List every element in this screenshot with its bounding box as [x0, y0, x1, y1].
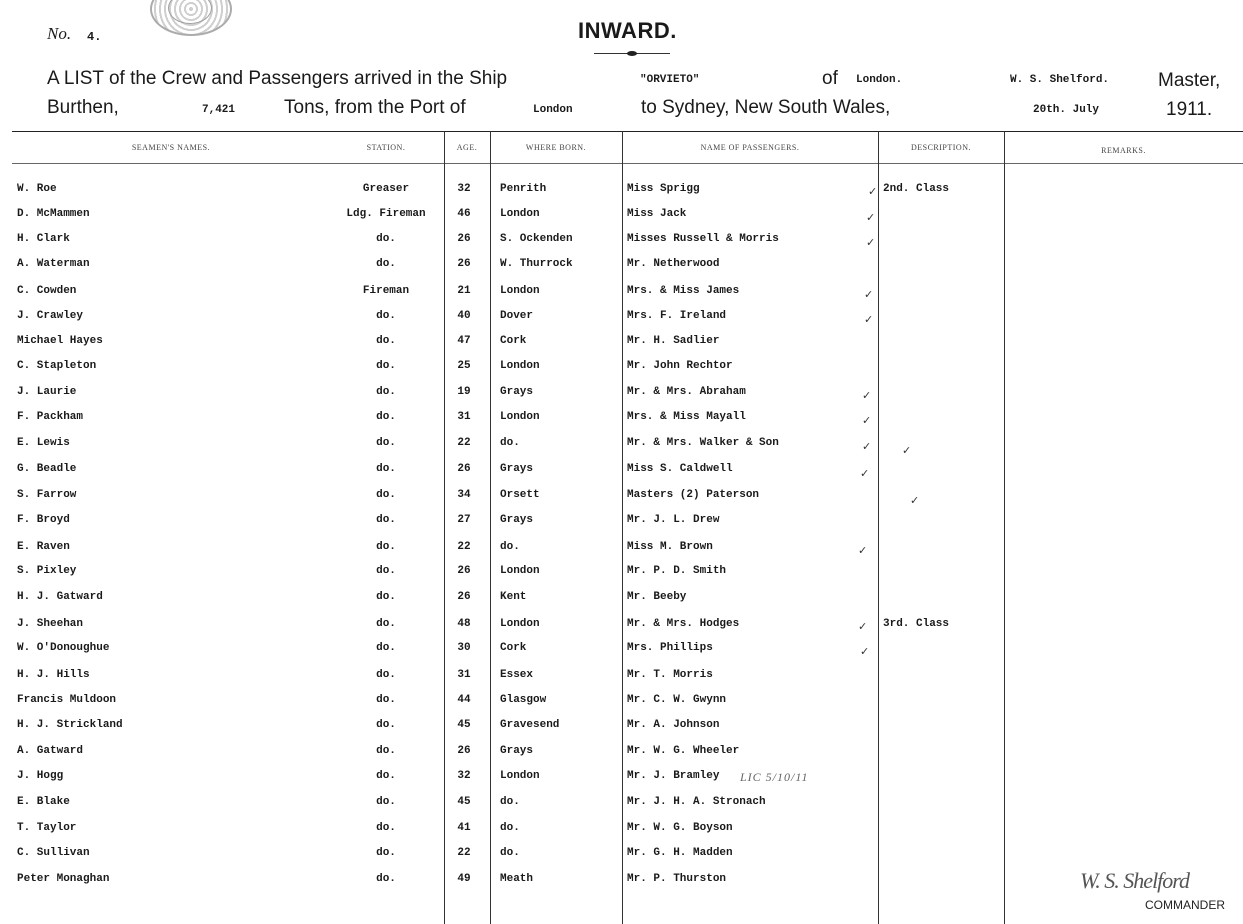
seaman-station: do.: [376, 565, 396, 577]
seaman-age: 32: [457, 183, 471, 195]
passenger-name: Mr. C. W. Gwynn: [627, 694, 727, 706]
seaman-age: 31: [457, 669, 471, 681]
seaman-station: do.: [376, 618, 396, 630]
col-header-born: WHERE BORN.: [525, 143, 587, 152]
seaman-station: do.: [376, 719, 396, 731]
table-row: [0, 694, 1243, 714]
col-header-age: AGE.: [456, 143, 478, 152]
page-title: INWARD.: [578, 18, 677, 43]
seaman-birthplace: London: [500, 770, 540, 782]
checkmark-icon: ✓: [902, 444, 912, 457]
seaman-age: 31: [457, 411, 471, 423]
form-number-label: No.: [47, 24, 72, 43]
table-row: [0, 463, 1243, 483]
seaman-birthplace: Grays: [500, 463, 534, 475]
seaman-age: 22: [457, 847, 471, 859]
seaman-birthplace: S. Ockenden: [500, 233, 573, 245]
seaman-age: 32: [457, 770, 471, 782]
table-row: [0, 360, 1243, 380]
checkmark-icon: ✓: [860, 467, 870, 480]
title-ornament: [627, 51, 637, 56]
header-line1-prefix: A LIST of the Crew and Passengers arrived in the Ship: [47, 68, 508, 89]
seaman-station: do.: [376, 489, 396, 501]
seaman-age: 19: [457, 386, 471, 398]
table-row: [0, 310, 1243, 330]
seaman-age: 25: [457, 360, 471, 372]
seaman-name: Peter Monaghan: [17, 873, 110, 885]
seaman-station: do.: [376, 360, 396, 372]
table-top-rule: [12, 131, 1243, 132]
seaman-birthplace: W. Thurrock: [500, 258, 573, 270]
seaman-age: 44: [457, 694, 471, 706]
seaman-name: Francis Muldoon: [17, 694, 117, 706]
seaman-age: 46: [457, 208, 471, 220]
seaman-station: do.: [376, 669, 396, 681]
table-row: [0, 437, 1243, 457]
checkmark-icon: ✓: [858, 544, 868, 557]
seaman-age: 45: [457, 719, 471, 731]
table-row: [0, 642, 1243, 662]
seaman-birthplace: London: [500, 618, 540, 630]
form-number-value: 4.: [87, 30, 102, 44]
checkmark-icon: ✓: [860, 645, 870, 658]
seaman-age: 48: [457, 618, 471, 630]
table-row: [0, 618, 1243, 638]
table-row: [0, 386, 1243, 406]
seaman-station: do.: [376, 233, 396, 245]
master-name: W. S. Shelford.: [1010, 74, 1110, 86]
passenger-name: Mr. & Mrs. Hodges: [627, 618, 740, 630]
seaman-birthplace: Meath: [500, 873, 534, 885]
seaman-name: E. Blake: [17, 796, 70, 808]
seaman-name: H. J. Gatward: [17, 591, 103, 603]
tons-from-label: Tons, from the Port of: [284, 97, 466, 118]
seaman-station: do.: [376, 770, 396, 782]
seaman-birthplace: Kent: [500, 591, 527, 603]
seaman-name: E. Lewis: [17, 437, 70, 449]
seaman-birthplace: Grays: [500, 514, 534, 526]
seaman-station: do.: [376, 411, 396, 423]
passenger-name: Mr. P. Thurston: [627, 873, 727, 885]
seaman-age: 22: [457, 437, 471, 449]
passenger-name: Mr. P. D. Smith: [627, 565, 727, 577]
passenger-name: Mr. H. Sadlier: [627, 335, 720, 347]
seaman-station: Ldg. Fireman: [346, 208, 426, 220]
checkmark-icon: ✓: [858, 620, 868, 633]
table-row: [0, 208, 1243, 228]
seaman-station: do.: [376, 745, 396, 757]
seaman-station: do.: [376, 822, 396, 834]
table-row: [0, 411, 1243, 431]
official-stamp-icon: [150, 0, 232, 36]
seaman-birthplace: London: [500, 411, 540, 423]
seaman-name: W. Roe: [17, 183, 57, 195]
seaman-name: H. J. Hills: [17, 669, 90, 681]
passenger-name: Mr. & Mrs. Walker & Son: [627, 437, 779, 449]
from-port: London: [533, 104, 573, 116]
seaman-station: do.: [376, 386, 396, 398]
seaman-age: 45: [457, 796, 471, 808]
passenger-name: Miss Sprigg: [627, 183, 700, 195]
seaman-station: do.: [376, 463, 396, 475]
table-row: [0, 183, 1243, 203]
seaman-birthplace: London: [500, 565, 540, 577]
seaman-age: 27: [457, 514, 471, 526]
seaman-age: 26: [457, 258, 471, 270]
checkmark-icon: ✓: [866, 211, 876, 224]
seaman-name: C. Stapleton: [17, 360, 97, 372]
arrival-year: 1911.: [1166, 99, 1213, 120]
table-row: [0, 719, 1243, 739]
checkmark-icon: ✓: [864, 288, 874, 301]
passenger-description: 3rd. Class: [883, 618, 950, 630]
passenger-name: Mr. J. L. Drew: [627, 514, 720, 526]
seaman-name: Michael Hayes: [17, 335, 103, 347]
seaman-age: 41: [457, 822, 471, 834]
seaman-birthplace: do.: [500, 437, 520, 449]
seaman-station: do.: [376, 642, 396, 654]
passenger-name: Mr. J. Bramley: [627, 770, 720, 782]
seaman-age: 40: [457, 310, 471, 322]
seaman-name: S. Farrow: [17, 489, 77, 501]
seaman-age: 22: [457, 541, 471, 553]
seaman-name: S. Pixley: [17, 565, 77, 577]
master-label: Master,: [1158, 70, 1221, 91]
seaman-name: H. J. Strickland: [17, 719, 123, 731]
table-row: [0, 669, 1243, 689]
passenger-name: Mr. Netherwood: [627, 258, 720, 270]
passenger-name: Mr. W. G. Wheeler: [627, 745, 740, 757]
passenger-name: Mr. G. H. Madden: [627, 847, 733, 859]
passenger-name: Mrs. Phillips: [627, 642, 713, 654]
seaman-name: J. Crawley: [17, 310, 84, 322]
table-row: [0, 873, 1243, 893]
passenger-name: Mrs. F. Ireland: [627, 310, 727, 322]
seaman-station: do.: [376, 258, 396, 270]
burthen-label: Burthen,: [47, 97, 119, 118]
seaman-age: 49: [457, 873, 471, 885]
passenger-name: Misses Russell & Morris: [627, 233, 779, 245]
seaman-name: J. Sheehan: [17, 618, 84, 630]
seaman-birthplace: do.: [500, 541, 520, 553]
passenger-name: Mrs. & Miss James: [627, 285, 740, 297]
seaman-name: F. Broyd: [17, 514, 70, 526]
seaman-age: 26: [457, 463, 471, 475]
table-row: [0, 541, 1243, 561]
checkmark-icon: ✓: [868, 185, 878, 198]
table-row: [0, 285, 1243, 305]
destination-label: to Sydney, New South Wales,: [641, 97, 891, 118]
passenger-name: Mr. A. Johnson: [627, 719, 720, 731]
seaman-birthplace: Grays: [500, 386, 534, 398]
table-row: [0, 822, 1243, 842]
passenger-name: Mr. J. H. A. Stronach: [627, 796, 766, 808]
seaman-station: do.: [376, 694, 396, 706]
seaman-name: C. Sullivan: [17, 847, 90, 859]
seaman-birthplace: Essex: [500, 669, 534, 681]
seaman-station: do.: [376, 335, 396, 347]
seaman-station: do.: [376, 541, 396, 553]
of-port: London.: [856, 74, 903, 86]
seaman-age: 26: [457, 745, 471, 757]
passenger-description: 2nd. Class: [883, 183, 950, 195]
passenger-name: Mr. John Rechtor: [627, 360, 733, 372]
seaman-station: do.: [376, 873, 396, 885]
commander-signature: W. S. Shelford: [1080, 868, 1190, 893]
seaman-birthplace: London: [500, 285, 540, 297]
table-row: [0, 770, 1243, 790]
of-label: of: [822, 68, 838, 89]
col-header-station: STATION.: [366, 143, 406, 152]
commander-label: COMMANDER: [1145, 898, 1225, 912]
seaman-birthplace: London: [500, 360, 540, 372]
seaman-birthplace: Glasgow: [500, 694, 547, 706]
seaman-name: A. Gatward: [17, 745, 84, 757]
seaman-station: do.: [376, 514, 396, 526]
seaman-birthplace: Dover: [500, 310, 534, 322]
passenger-name: Masters (2) Paterson: [627, 489, 760, 501]
seaman-name: C. Cowden: [17, 285, 77, 297]
table-row: [0, 258, 1243, 278]
handwritten-annotation: LIC 5/10/11: [740, 770, 809, 784]
seaman-age: 26: [457, 233, 471, 245]
col-header-passengers: NAME OF PASSENGERS.: [700, 143, 800, 152]
seaman-birthplace: do.: [500, 847, 520, 859]
arrival-date: 20th. July: [1033, 104, 1100, 116]
seaman-name: A. Waterman: [17, 258, 90, 270]
seaman-age: 34: [457, 489, 471, 501]
passenger-name: Mr. Beeby: [627, 591, 687, 603]
checkmark-icon: ✓: [862, 389, 872, 402]
seaman-birthplace: Grays: [500, 745, 534, 757]
seaman-birthplace: Gravesend: [500, 719, 560, 731]
table-row: [0, 796, 1243, 816]
seaman-age: 26: [457, 591, 471, 603]
passenger-name: Miss M. Brown: [627, 541, 713, 553]
table-row: [0, 745, 1243, 765]
passenger-name: Miss Jack: [627, 208, 687, 220]
seaman-station: Fireman: [362, 285, 410, 297]
seaman-station: do.: [376, 437, 396, 449]
passenger-name: Mr. & Mrs. Abraham: [627, 386, 746, 398]
col-header-remarks: REMARKS.: [1101, 146, 1146, 155]
seaman-birthplace: Penrith: [500, 183, 547, 195]
passenger-name: Mr. W. G. Boyson: [627, 822, 733, 834]
seaman-birthplace: Cork: [500, 335, 527, 347]
seaman-station: do.: [376, 591, 396, 603]
seaman-name: J. Hogg: [17, 770, 64, 782]
seaman-birthplace: Orsett: [500, 489, 540, 501]
seaman-station: do.: [376, 796, 396, 808]
seaman-name: H. Clark: [17, 233, 70, 245]
seaman-name: D. McMammen: [17, 208, 90, 220]
seaman-age: 21: [457, 285, 471, 297]
col-header-description: DESCRIPTION.: [910, 143, 971, 152]
tonnage-value: 7,421: [202, 104, 236, 116]
table-row: [0, 847, 1243, 867]
checkmark-icon: ✓: [910, 494, 920, 507]
table-row: [0, 489, 1243, 509]
seaman-age: 47: [457, 335, 471, 347]
table-header-rule: [12, 163, 1243, 164]
checkmark-icon: ✓: [862, 440, 872, 453]
seaman-age: 30: [457, 642, 471, 654]
checkmark-icon: ✓: [866, 236, 876, 249]
seaman-name: G. Beadle: [17, 463, 77, 475]
table-row: [0, 565, 1243, 585]
seaman-birthplace: London: [500, 208, 540, 220]
table-row: [0, 514, 1243, 534]
seaman-age: 26: [457, 565, 471, 577]
seaman-station: do.: [376, 310, 396, 322]
checkmark-icon: ✓: [864, 313, 874, 326]
table-row: [0, 591, 1243, 611]
seaman-name: W. O'Donoughue: [17, 642, 110, 654]
seaman-name: J. Laurie: [17, 386, 77, 398]
seaman-name: F. Packham: [17, 411, 84, 423]
table-row: [0, 233, 1243, 253]
seaman-name: E. Raven: [17, 541, 70, 553]
seaman-station: Greaser: [362, 183, 410, 195]
ship-name: "ORVIETO": [640, 74, 700, 86]
seaman-birthplace: Cork: [500, 642, 527, 654]
table-row: [0, 335, 1243, 355]
seaman-name: T. Taylor: [17, 822, 77, 834]
passenger-name: Mrs. & Miss Mayall: [627, 411, 746, 423]
seaman-birthplace: do.: [500, 822, 520, 834]
seaman-birthplace: do.: [500, 796, 520, 808]
passenger-name: Mr. T. Morris: [627, 669, 713, 681]
checkmark-icon: ✓: [862, 414, 872, 427]
col-header-seamen: SEAMEN'S NAMES.: [131, 143, 211, 152]
passenger-name: Miss S. Caldwell: [627, 463, 733, 475]
seaman-station: do.: [376, 847, 396, 859]
